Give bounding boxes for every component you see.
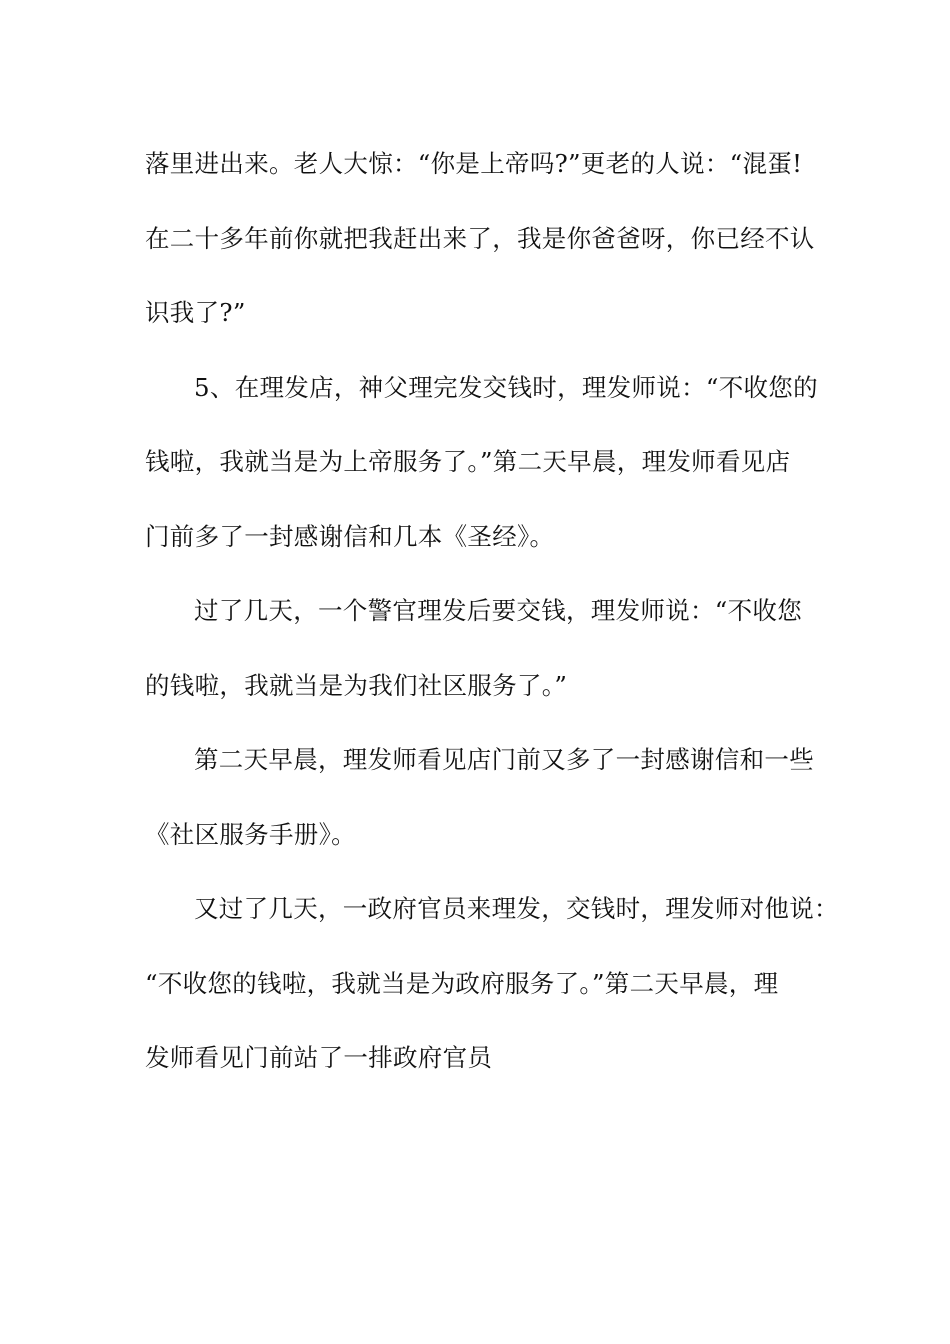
body-text [145,127,839,1096]
text-line: 在二十多年前你就把我赶出来了，我是你爸爸呀，你已经不认 [145,223,815,253]
text-line: 识我了?” [145,298,246,327]
paragraph-start-line: 过了几天，一个警官理发后要交钱，理发师说：“不收您 [194,596,803,625]
text-line: 落里进出来。老人大惊：“你是上帝吗?”更老的人说：“混蛋! [145,149,803,178]
text-line: “不收您的钱啦，我就当是为政府服务了。”第二天早晨，理 [145,968,779,998]
text-line: 门前多了一封感谢信和几本《圣经》。 [145,521,555,551]
text-line: 发师看见门前站了一排政府官员 [145,1043,493,1072]
text-line: 《社区服务手册》。 [145,819,356,849]
paragraph-start-line: 5、在理发店，神父理完发交钱时，理发师说：“不收您的 [194,372,818,402]
text-line: 的钱啦，我就当是为我们社区服务了。” [145,670,568,700]
text-line: 钱啦，我就当是为上帝服务了。”第二天早晨，理发师看见店 [145,447,791,476]
paragraph-start-line: 又过了几天，一政府官员来理发，交钱时，理发师对他说： [194,894,839,923]
paragraph-start-line: 第二天早晨，理发师看见店门前又多了一封感谢信和一些 [194,745,814,774]
